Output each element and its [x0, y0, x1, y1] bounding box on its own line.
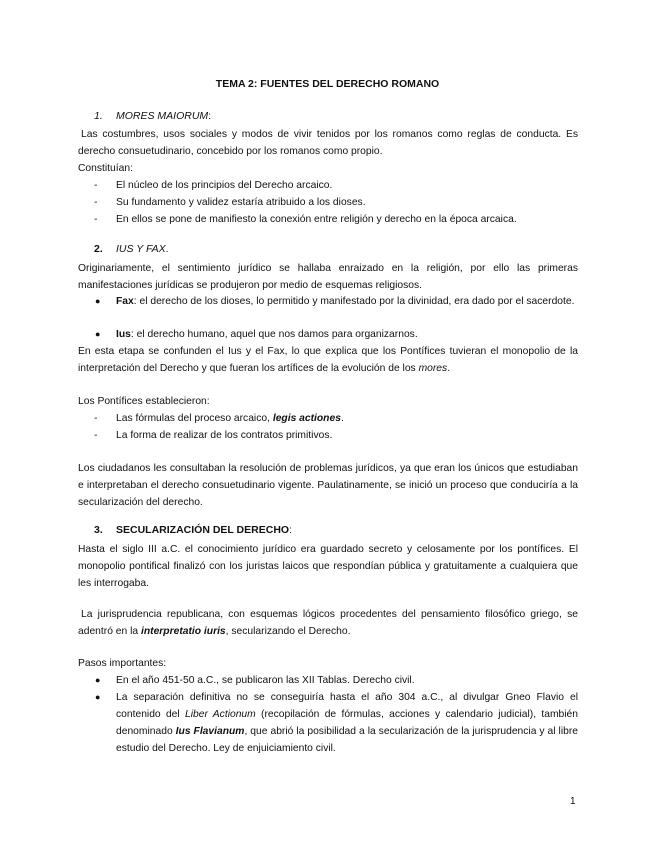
para2-text: La jurisprudencia republicana, con esquemas lógicos procedentes del pensamiento filosófico griego, se adentró en la [78, 609, 578, 637]
section-2-bullet-ius [95, 326, 578, 343]
section-2-heading [94, 243, 169, 255]
dash-mark: - [94, 197, 98, 208]
dash-mark: - [94, 214, 98, 225]
section-1-title: MORES MAIORUM [116, 110, 209, 122]
page-number: 1 [570, 796, 576, 807]
legis-actiones: legis actiones [272, 413, 341, 424]
section-3-bullet-1 [95, 672, 578, 689]
fax-label: Fax [116, 296, 134, 307]
para2-end: . [447, 363, 451, 374]
pasos-importantes: Pasos importantes: [78, 658, 167, 669]
section-1-dash-item [94, 177, 332, 194]
dash-item-text: En ellos se pone de manifiesto la conexión entre religión y derecho en la época arcaica. [116, 214, 517, 225]
section-2-paragraph: Originariamente, el sentimiento jurídico se hallaba enraizado en la religión, por ello las primeras manifestaciones jurídicas se produjeron por medio de esquemas religiosos. [78, 263, 578, 291]
section-1-constituian: Constituían: [78, 163, 133, 174]
section-1-dash-item [94, 194, 366, 211]
para2-mores: mores [418, 363, 448, 374]
liber-actionum: Liber Actionum [185, 709, 256, 720]
pontifices-intro: Los Pontífices establecieron: [78, 396, 210, 407]
section-1-heading [94, 110, 211, 122]
dash-item-text: La forma de realizar de los contratos primitivos. [116, 430, 333, 441]
section-3-heading [94, 524, 292, 536]
section-2-paragraph-3: Los ciudadanos les consultaban la resolución de problemas jurídicos, ya que eran los únicos que estudiaban e interpretaban el derecho consuetudinario vigente. Paulatinamente, se inició un proceso que conduciría a la secularización del derecho. [78, 463, 578, 508]
section-2-title: IUS Y FAX [116, 243, 166, 255]
ius-label: Ius [116, 329, 131, 340]
section-2-paragraph-2 [78, 343, 578, 377]
dash-mark: - [94, 413, 98, 424]
section-2-dot: . [165, 243, 169, 255]
bullet-text: , que abrió la posibilidad a la secularización de la jurisprudencia y al libre estudio del Derecho. Ley de enjuiciamiento civil. [116, 726, 579, 754]
dash-item-text: Las fórmulas del proceso arcaico, [116, 413, 273, 424]
section-3-number: 3. [94, 524, 103, 536]
section-1-dash-item [94, 211, 517, 228]
section-3-paragraph-2 [78, 606, 578, 640]
bullet-text: (recopilación de fórmulas, acciones y calendario judicial), también denominado [116, 709, 578, 737]
dash-mark: - [94, 180, 98, 191]
section-1-number: 1. [94, 110, 103, 122]
section-1-colon: : [208, 110, 212, 122]
dash-item-end: . [340, 413, 344, 424]
bullet-mark: ● [95, 296, 101, 306]
para2-end: , secularizando el Derecho. [225, 626, 351, 637]
section-1-paragraph: Las costumbres, usos sociales y modos de vivir tenidos por los romanos como reglas de conducta. Es derecho consuetudinario, concebido por los romanos como propio. [78, 129, 578, 157]
ius-text: : el derecho humano, aquel que nos damos para organizarnos. [130, 329, 418, 340]
pontifices-dash-item [94, 410, 344, 427]
document-title: TEMA 2: FUENTES DEL DERECHO ROMANO [215, 78, 440, 90]
pontifices-dash-item [94, 427, 332, 444]
section-3-paragraph-1: Hasta el siglo III a.C. el conocimiento jurídico era guardado secreto y celosamente por los pontífices. El monopolio pontifical finalizó con los juristas laicos que respondían pública y gratuitamente a cualquiera que les interrogaba. [78, 544, 578, 589]
interpretatio-iuris: interpretatio iuris [140, 626, 226, 637]
fax-text: : el derecho de los dioses, lo permitido y manifestado por la divinidad, era dado por el sacerdote. [133, 296, 575, 307]
bullet-mark: ● [95, 692, 101, 702]
para2-text: En esta etapa se confunden el Ius y el Fax, lo que explica que los Pontífices tuvieran el monopolio de la interpretación del Derecho y que fueran los artífices de la evolución de los [78, 346, 578, 374]
section-2-number: 2. [94, 243, 103, 255]
ius-flavianum: Ius Flavianum [175, 726, 245, 737]
section-3-bullet-2 [95, 689, 578, 757]
bullet-mark: ● [95, 675, 101, 685]
bullet-text: La separación definitiva no se conseguiría hasta el año 304 a.C., al divulgar Gneo Flavio el contenido del [116, 692, 578, 720]
dash-item-text: El núcleo de los principios del Derecho arcaico. [116, 180, 333, 191]
section-3-colon: : [289, 524, 292, 536]
bullet-mark: ● [95, 329, 101, 339]
dash-item-text: Su fundamento y validez estaría atribuido a los dioses. [116, 197, 366, 208]
bullet-text: En el año 451-50 a.C., se publicaron las XII Tablas. Derecho civil. [116, 675, 415, 686]
dash-mark: - [94, 430, 98, 441]
section-3-title: SECULARIZACIÓN DEL DERECHO [116, 524, 290, 536]
section-2-bullet-fax [95, 293, 578, 310]
